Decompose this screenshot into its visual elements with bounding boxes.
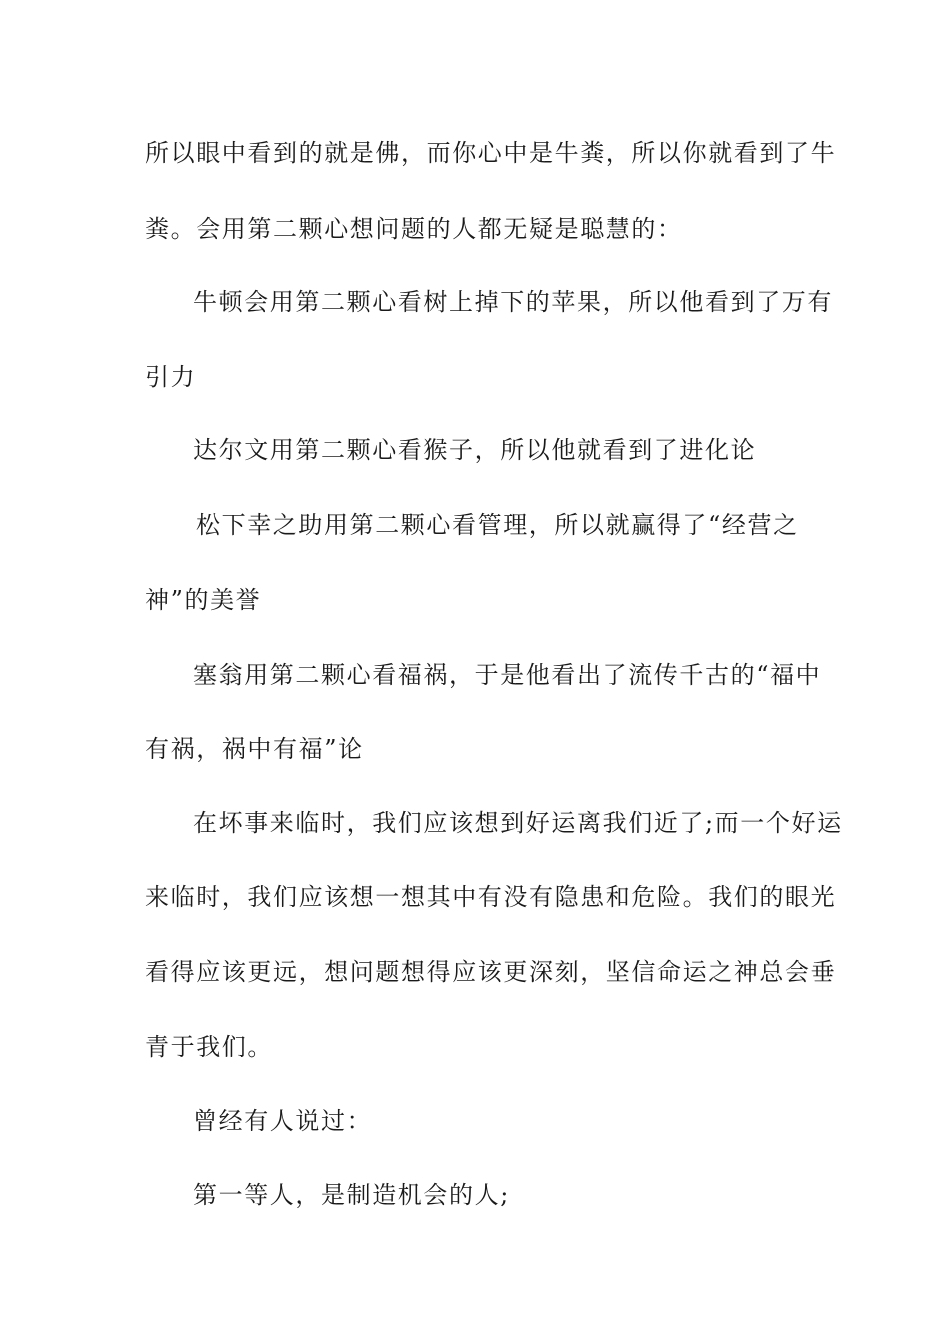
text-line-6: 松下幸之助用第二颗心看管理，所以就赢得了“经营之	[196, 511, 799, 539]
text-line-2: 粪。会用第二颗心想问题的人都无疑是聪慧的：	[145, 215, 683, 243]
text-line-11: 来临时，我们应该想一想其中有没有隐患和危险。我们的眼光	[145, 883, 837, 911]
text-line-1: 所以眼中看到的就是佛，而你心中是牛粪，所以你就看到了牛	[145, 139, 837, 167]
text-line-7: 神”的美誉	[145, 586, 262, 614]
text-line-5: 达尔文用第二颗心看猴子，所以他就看到了进化论	[193, 436, 757, 464]
text-line-14: 曾经有人说过：	[193, 1107, 373, 1135]
text-line-10: 在坏事来临时，我们应该想到好运离我们近了;而一个好运	[193, 809, 843, 837]
text-line-9: 有祸，祸中有福”论	[145, 735, 364, 763]
text-line-3: 牛顿会用第二颗心看树上掉下的苹果，所以他看到了万有	[193, 288, 833, 316]
text-line-12: 看得应该更远，想问题想得应该更深刻，坚信命运之神总会垂	[145, 958, 837, 986]
text-line-8: 塞翁用第二颗心看福祸，于是他看出了流传千古的“福中	[193, 661, 822, 689]
text-line-13: 青于我们。	[145, 1033, 273, 1061]
text-line-4: 引力	[145, 363, 197, 391]
text-line-15: 第一等人，是制造机会的人;	[193, 1181, 510, 1209]
